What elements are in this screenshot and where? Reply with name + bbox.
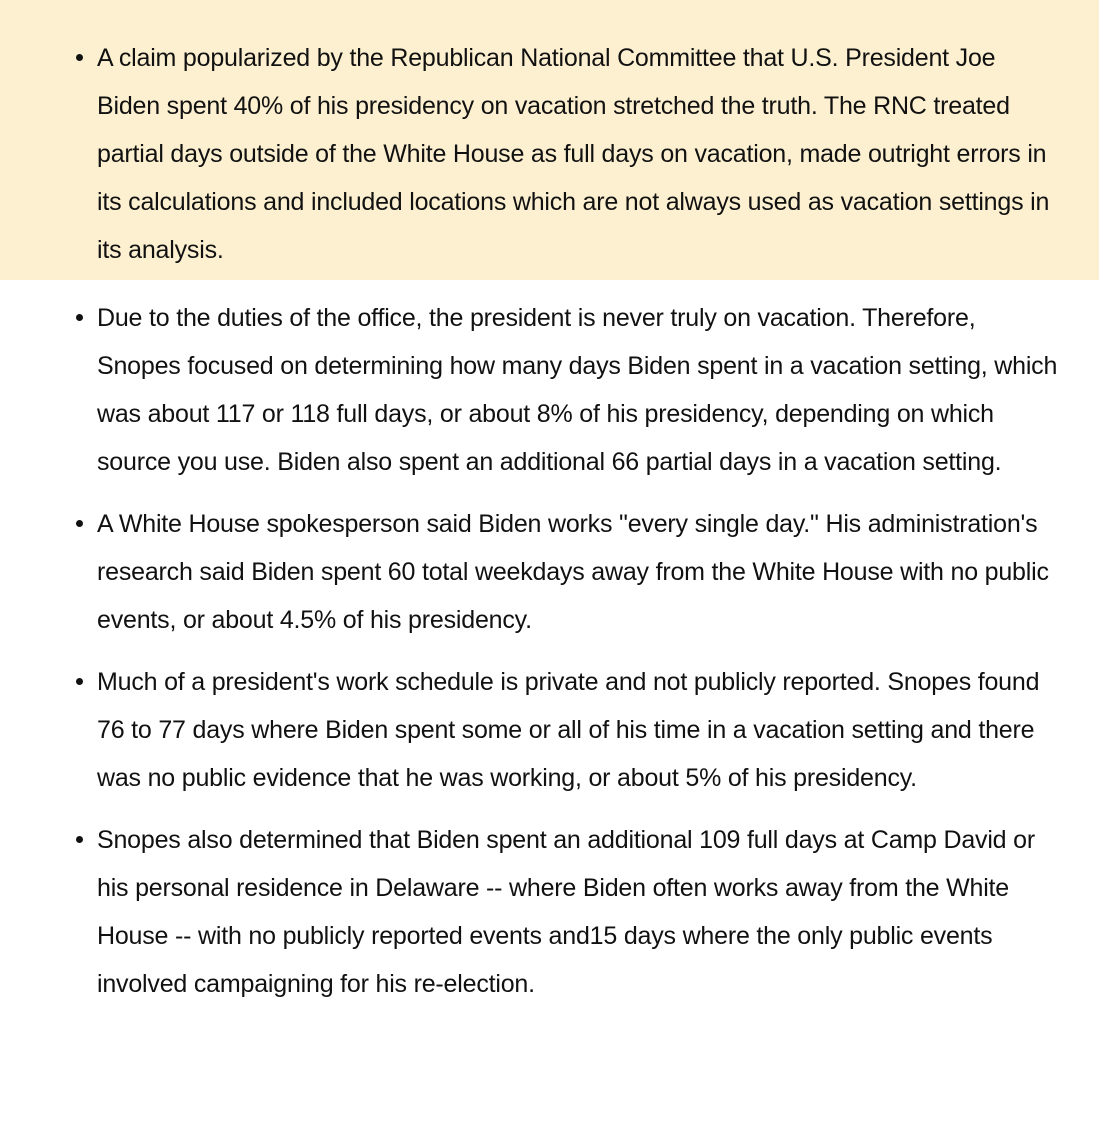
summary-item-text: Due to the duties of the office, the president is never truly on vacation. Therefore, Snopes focused on determining how many days Biden spent in a vacation setting, which was about 117 or 118 full days, or about 8% of his presidency, depending on which source you use. Biden also spent an additional 66 partial days in a vacation setting.	[97, 304, 1058, 476]
summary-item	[0, 658, 1099, 802]
summary-item-text: A claim popularized by the Republican National Committee that U.S. President Joe Biden spent 40% of his presidency on vacation stretched the truth. The RNC treated partial days outside of the White House as full days on vacation, made outright errors in its calculations and included locations which are not always used as vacation settings in its analysis.	[97, 44, 1050, 264]
summary-item	[0, 816, 1099, 1008]
bullet-icon	[76, 678, 83, 685]
summary-item-text: Much of a president's work schedule is private and not publicly reported. Snopes found 76 to 77 days where Biden spent some or all of his time in a vacation setting and there was no public evidence that he was working, or about 5% of his presidency.	[97, 668, 1040, 792]
summary-item	[0, 500, 1099, 644]
summary-item	[0, 294, 1099, 486]
bullet-icon	[76, 836, 83, 843]
bullet-icon	[76, 54, 83, 61]
summary-item-text: Snopes also determined that Biden spent an additional 109 full days at Camp David or his personal residence in Delaware -- where Biden often works away from the White House -- with no publicly reported events and15 days where the only public events involved campaigning for his re-election.	[97, 826, 1035, 998]
summary-item-text: A White House spokesperson said Biden works "every single day." His administration's research said Biden spent 60 total weekdays away from the White House with no public events, or about 4.5% of his presidency.	[97, 510, 1049, 634]
bullet-icon	[76, 314, 83, 321]
summary-item-highlighted	[0, 0, 1099, 280]
bullet-icon	[76, 520, 83, 527]
